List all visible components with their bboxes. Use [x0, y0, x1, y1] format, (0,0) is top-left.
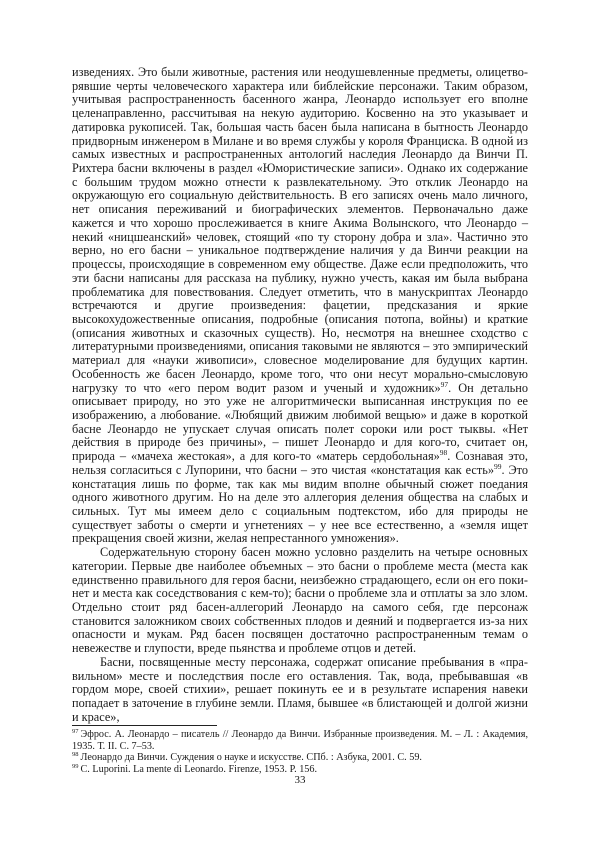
footnote-number: 99 [72, 762, 79, 770]
footnote-97 [72, 729, 528, 752]
paragraph-text: Содержательную сторону басен можно условно разделить на четыре основных категории. Первые две наиболее объемных – это басни о проблеме места (места как единственно правильного для героя басни, неизбежно страдающего, если он его покинет и места как соседствования с кем-то); басни о проблеме зла и отплаты за зло злом. Отдельно стоит ряд басен-аллегорий Леонардо на самого себя, где персонаж становится заложником своих собственных плодов и деяний и подвергается из-за них опасности и мукам. Ряд басен посвящен достаточно распространенным темам о невежестве и глупости, вреде пьянства и проблеме отцов и детей. [72, 545, 528, 656]
paragraph-2 [72, 546, 528, 656]
paragraph-text: изведениях. Это были животные, растения или неодушевленные предметы, олицетворявшие черты человеческого характера или библейские персонажи. Таким образом, учитывая распространенность басенного жанра, Леонардо использует его вполне целенаправленно, рассчитывая на некую аудиторию. Косвенно на это указывает и датировка рукописей. Так, большая часть басен была написана в бытность Леонардо придворным инженером в Милане и во время службы у короля Франциска. В одной из самых известных и распространенных антологий наследия Леонардо да Винчи П. Рихтера басни включены в раздел «Юмористические записи». Однако их содержание с большим трудом можно отнести к развлекательному. Это отклик Леонардо на окружающую его социальную действительность. В его записях очень мало личного, нет описания переживаний и биографических элементов. Первоначально даже кажется и что хорошо прослеживается в книге Акима Волынского, что Леонардо – некий «ницшеанский» человек, стоящий «по ту сторону добра и зла». Частично это верно, но его басни – уникальное подтверждение наличия у да Винчи реакции на процессы, происходящие в современном ему обществе. Даже если предположить, что эти басни написаны для рассказа на публику, нужно учесть, какая им была выбрана проблематика для повествования. Следует отметить, что в манускриптах Леонардо встречаются и другие произведения: фацетии, предсказания и яркие высокохудожественные описания, подробные (описания потопа, войны) и краткие (описания животных и сказочных существ). Но, несмотря на внешнее сходство с литературными произведениями, описания таковыми не являются – это эмпирический материал для «науки живописи», словесное моделирование для будущих картин. Особенность же басен Леонардо, кроме того, что они несут морально-смысловую нагрузку то что «его пером водит разом и ученый и художник» [72, 65, 528, 395]
page-number: 33 [294, 774, 306, 786]
footnote-ref-97[interactable]: 97 [440, 379, 449, 389]
footnote-98 [72, 752, 528, 764]
paragraph-text: . Он детально описывает природу, но это уже не алгоритмически выписанная инструкция по ее изображению, а любование. «Любящий движим любимой вещью» и даже в короткой басне Леонардо не упускает случая описать полет сороки или рост тыквы. «Нет действия в природе без причины», – пишет Леонардо и для кого-то, считает он, природа – «мачеха жестокая», а для кого-то «матерь сердобольная» [72, 380, 528, 464]
footnote-number: 98 [72, 751, 79, 759]
footnote-ref-98[interactable]: 98 [439, 448, 448, 458]
footnote-text: C. Luporini. La mente di Leonardo. Firenze, 1953. P. 156. [80, 763, 318, 775]
footnote-ref-99[interactable]: 99 [494, 461, 502, 471]
body-text [72, 66, 528, 725]
footnote-number: 97 [72, 728, 79, 735]
paragraph-3 [72, 656, 528, 725]
footnotes [72, 729, 528, 775]
footnote-text: Эфрос. А. Леонардо – писатель // Леонардо да Винчи. Избранные произведения. М. – Л. : Академия, 1935. Т. II. С. 7–53. [72, 729, 528, 752]
paragraph-text: . Это констатация лишь по форме, так как мы видим вполне обычный сюжет поедания одного животного другим. Но на деле это аллегория деления общества на слабых и сильных. Тут мы имеем дело с социальным подтекстом, ибо для природы не существует заботы о смерти и угнетениях – у нее все естественно, а «земля ищет прекращения своей жизни, желая непрестанного умножения». [72, 462, 528, 546]
footnote-separator [72, 725, 217, 726]
paragraph-text: . Сознавая это, нельзя согласиться с Лупорини, что басни – это чистая «констатация как есть» [72, 449, 528, 477]
page-body [72, 66, 528, 725]
paragraph-1 [72, 66, 528, 546]
footnote-text: Леонардо да Винчи. Суждения о науке и искусстве. СПб. : Азбука, 2001. С. 59. [80, 752, 422, 764]
paragraph-text: Басни, посвященные месту персонажа, содержат описание пребывания в «правильном» месте и последствия после его оставления. Так, вода, пребывавшая «в гордом море, своей стихии», решает покинуть ее и в результате испарения навеки попадает в заточение в глубине земли. Пламя, бывшее «в блистающей и долгой жизни и красе», [72, 654, 528, 724]
